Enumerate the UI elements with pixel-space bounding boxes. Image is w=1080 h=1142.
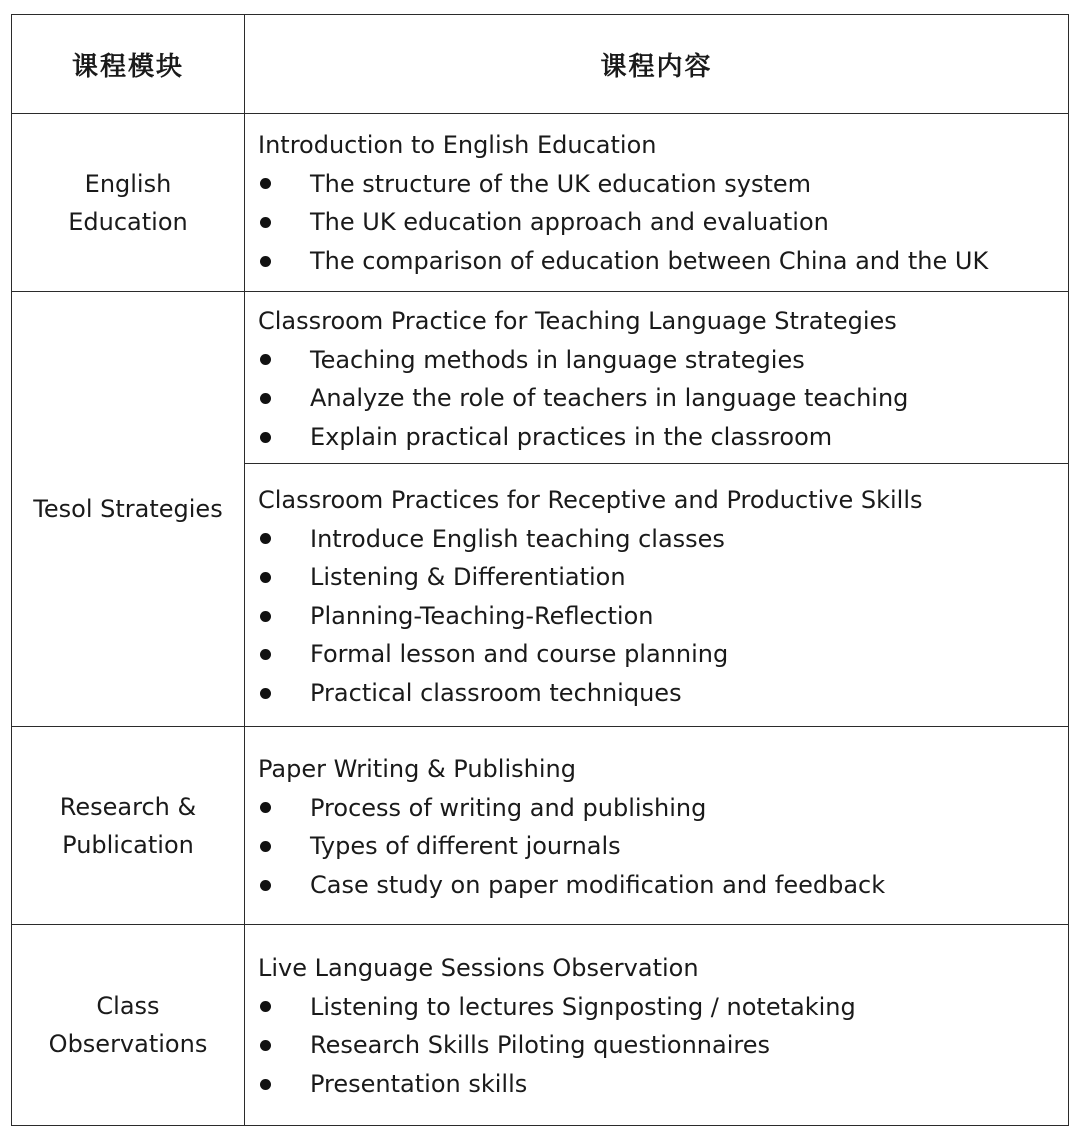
list-item-text: Research Skills Piloting questionnaires: [310, 1031, 770, 1060]
list-item: [258, 1065, 1060, 1104]
list-item-text: The UK education approach and evaluation: [310, 208, 829, 237]
list-item-text: Teaching methods in language strategies: [310, 345, 805, 374]
bullet-icon: [258, 217, 310, 228]
list-item: [258, 597, 1060, 636]
bullet-icon: [258, 354, 310, 365]
bullet-list: [258, 988, 1060, 1104]
list-item: [258, 242, 1060, 281]
bullet-list: [258, 341, 1060, 457]
bullet-icon: [258, 802, 310, 813]
module-name: English Education: [68, 169, 188, 236]
list-item-text: Analyze the role of teachers in language teaching: [310, 384, 909, 413]
block-title: Classroom Practice for Teaching Language Strategies: [258, 307, 897, 335]
list-item: [258, 866, 1060, 905]
bullet-list: [258, 165, 1060, 281]
content-block: [258, 949, 1060, 1103]
list-item-text: The comparison of education between China and the UK: [310, 246, 989, 275]
list-item: [258, 827, 1060, 866]
bullet-icon: [258, 178, 310, 189]
module-name: Class Observations: [48, 992, 208, 1058]
bullet-icon: [258, 1001, 310, 1012]
list-item-text: Introduce English teaching classes: [310, 524, 725, 553]
content-block: [258, 750, 1060, 904]
module-cell-class-observations: [12, 925, 244, 1125]
list-item: [258, 789, 1060, 828]
bullet-icon: [258, 1079, 310, 1090]
list-item-text: Practical classroom techniques: [310, 678, 682, 707]
list-item-text: Explain practical practices in the classroom: [310, 422, 833, 451]
list-item-text: Listening to lectures Signposting / notetaking: [310, 992, 856, 1021]
list-item-text: The structure of the UK education system: [310, 169, 811, 198]
header-content-column: 课程内容: [600, 51, 713, 82]
column-divider: [244, 15, 245, 1125]
bullet-icon: [258, 572, 310, 583]
content-block: [258, 302, 1060, 456]
sub-row-divider: [245, 463, 1068, 464]
bullet-icon: [258, 611, 310, 622]
bullet-icon: [258, 649, 310, 660]
list-item: [258, 558, 1060, 597]
list-item: [258, 674, 1060, 713]
list-item: [258, 203, 1060, 242]
module-cell-tesol-strategies: [12, 292, 244, 726]
list-item: [258, 379, 1060, 418]
content-block: [258, 126, 1060, 280]
list-item-text: Process of writing and publishing: [310, 793, 707, 822]
list-item-text: Case study on paper modification and feedback: [310, 870, 886, 899]
list-item: [258, 635, 1060, 674]
course-table: [11, 14, 1069, 1126]
list-item: [258, 418, 1060, 457]
bullet-icon: [258, 393, 310, 404]
block-title: Classroom Practices for Receptive and Productive Skills: [258, 486, 923, 514]
bullet-icon: [258, 432, 310, 443]
block-title: Paper Writing & Publishing: [258, 755, 576, 783]
bullet-icon: [258, 1040, 310, 1051]
list-item-text: Presentation skills: [310, 1069, 528, 1098]
content-block: [258, 481, 1060, 713]
list-item-text: Listening & Differentiation: [310, 563, 626, 592]
bullet-list: [258, 789, 1060, 905]
bullet-icon: [258, 533, 310, 544]
list-item-text: Planning-Teaching-Reflection: [310, 601, 654, 630]
bullet-icon: [258, 841, 310, 852]
block-title: Live Language Sessions Observation: [258, 954, 699, 982]
list-item-text: Formal lesson and course planning: [310, 640, 729, 669]
list-item: [258, 1026, 1060, 1065]
list-item: [258, 165, 1060, 204]
module-cell-research-publication: [12, 727, 244, 924]
list-item-text: Types of different journals: [310, 832, 621, 861]
module-name: Research & Publication: [59, 792, 197, 859]
module-name: Tesol Strategies: [33, 495, 223, 523]
list-item: [258, 520, 1060, 559]
block-title: Introduction to English Education: [258, 131, 657, 159]
bullet-icon: [258, 880, 310, 891]
bullet-icon: [258, 256, 310, 267]
module-cell-english-education: [12, 114, 244, 291]
list-item: [258, 341, 1060, 380]
list-item: [258, 988, 1060, 1027]
bullet-icon: [258, 688, 310, 699]
bullet-list: [258, 520, 1060, 713]
header-module-column: 课程模块: [71, 51, 184, 82]
